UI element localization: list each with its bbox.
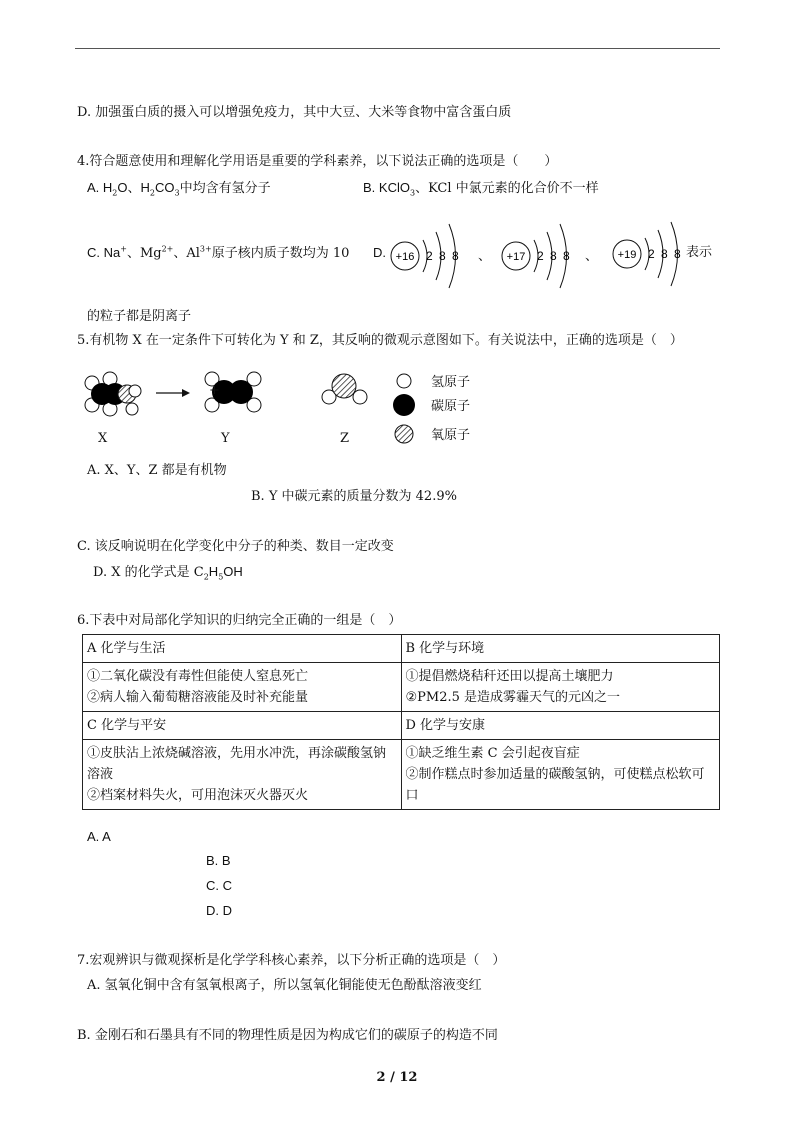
- q5-option-b: B. Y 中碳元素的质量分数为 42.9%: [251, 489, 457, 504]
- shell-2-2: 8: [550, 249, 557, 263]
- q4-separator-1: 、: [478, 249, 492, 264]
- header-rule: [75, 48, 720, 49]
- nucleus-charge-3: +19: [617, 249, 637, 261]
- cell-c-head: C 化学与平安: [83, 712, 402, 740]
- page-number: 2 / 12: [376, 1070, 418, 1085]
- label-x: X: [98, 431, 108, 446]
- shell-3-1: 2: [648, 247, 655, 261]
- molecule-x: [85, 372, 141, 416]
- legend-carbon: 碳原子: [431, 399, 471, 414]
- q7-option-a: A. 氢氧化铜中含有氢氧根离子，所以氢氧化铜能使无色酚酞溶液变红: [87, 978, 482, 993]
- legend-carbon-icon: [393, 394, 415, 416]
- label-z: Z: [340, 431, 350, 446]
- cell-c-item-2: ②档案材料失火，可用泡沫灭火器灭火: [87, 788, 309, 803]
- cell-d-item-2: ②制作糕点时参加适量的碳酸氢钠，可使糕点松软可口: [405, 767, 705, 803]
- q6-option-d: D. D: [206, 903, 232, 918]
- q6-option-b: B. B: [206, 853, 231, 868]
- shell-3-3: 8: [674, 247, 681, 261]
- q6-stem: 6.下表中对局部化学知识的归纳完全正确的一组是（ ）: [77, 613, 402, 628]
- cell-d-head: D 化学与安康: [401, 712, 720, 740]
- q5-stem: 5.有机物 X 在一定条件下可转化为 Y 和 Z，其反响的微观示意图如下。有关说法中，正确的选项是（ ）: [77, 333, 683, 348]
- q4-option-d-label: D.: [373, 245, 386, 260]
- q5-reaction-diagram: [78, 365, 718, 455]
- legend-oxygen: 氧原子: [431, 428, 471, 443]
- legend-oxygen-icon: [395, 425, 413, 443]
- q5-option-c: C. 该反响说明在化学变化中分子的种类、数目一定改变: [77, 539, 394, 554]
- atomic-structure-2: [497, 210, 587, 300]
- label-y: Y: [221, 431, 230, 446]
- shell-2-1: 2: [537, 249, 544, 263]
- shell-1-3: 8: [452, 249, 459, 263]
- q7-stem: 7.宏观辨识与微观探析是化学学科核心素养，以下分析正确的选项是（ ）: [77, 953, 506, 968]
- q7-option-b: B. 金刚石和石墨具有不同的物理性质是因为构成它们的碳原子的构造不同: [77, 1028, 498, 1043]
- cell-a-body: [83, 663, 402, 712]
- q4-option-a: A. $H_2O$、$H_2CO_3$中均含有氢分子: [87, 180, 271, 198]
- cell-b-item-1: ①提倡燃烧秸秆还田以提高土壤肥力: [405, 669, 614, 684]
- atomic-structure-1: [386, 210, 476, 300]
- q6-table: [82, 634, 720, 810]
- cell-d-body: [401, 740, 720, 810]
- q5-plus: +: [209, 383, 220, 398]
- shell-3-2: 8: [661, 247, 668, 261]
- cell-d-item-1: ①缺乏维生素 C 会引起夜盲症: [405, 746, 580, 761]
- shell-1-1: 2: [426, 249, 433, 263]
- cell-b-body: [401, 663, 720, 712]
- legend-hydrogen-icon: [397, 374, 411, 388]
- q4-separator-2: 、: [585, 249, 599, 264]
- shell-1-2: 8: [439, 249, 446, 263]
- cell-a-item-1: ①二氧化碳没有毒性但能使人窒息死亡: [87, 669, 309, 684]
- cell-a-item-2: ②病人输入葡萄糖溶液能及时补充能量: [87, 690, 309, 705]
- q5-option-d: D. X 的化学式是 $C_2H_5OH$: [93, 564, 243, 582]
- q6-option-a: A. A: [87, 829, 111, 844]
- q4-option-d-tail: 表示: [686, 245, 713, 260]
- q4-stem: 4.符合题意使用和理解化学用语是重要的学科素养，以下说法正确的选项是（ ）: [77, 154, 558, 169]
- cell-b-head: B 化学与环境: [401, 635, 720, 663]
- nucleus-charge-2: +17: [506, 251, 526, 263]
- legend-hydrogen: 氢原子: [431, 375, 471, 390]
- q6-option-c: C. C: [206, 878, 232, 893]
- q5-option-a: A. X、Y、Z 都是有机物: [87, 463, 227, 478]
- cell-c-item-1: ①皮肤沾上浓烧碱溶液，先用水冲洗，再涂碳酸氢钠溶液: [87, 746, 387, 782]
- molecule-z: [322, 374, 367, 404]
- q4-option-b: B. KClO$_3$、KCl 中氯元素的化合价不一样: [363, 180, 599, 198]
- shell-2-3: 8: [563, 249, 570, 263]
- q4-option-c: C. Na+、$Mg^{2+}$、$Al^{3+}$原子核内质子数均为 10: [87, 244, 350, 261]
- q4-option-d-continued: 的粒子都是阴离子: [87, 309, 192, 324]
- nucleus-charge-1: +16: [395, 251, 415, 263]
- cell-c-body: [83, 740, 402, 810]
- atomic-structure-3: [608, 208, 698, 298]
- cell-b-item-2: ②PM2.5 是造成雾霾天气的元凶之一: [405, 690, 621, 705]
- cell-a-head: A 化学与生活: [83, 635, 402, 663]
- q3-option-d: D. 加强蛋白质的摄入可以增强免疫力，其中大豆、大米等食物中富含蛋白质: [77, 105, 512, 120]
